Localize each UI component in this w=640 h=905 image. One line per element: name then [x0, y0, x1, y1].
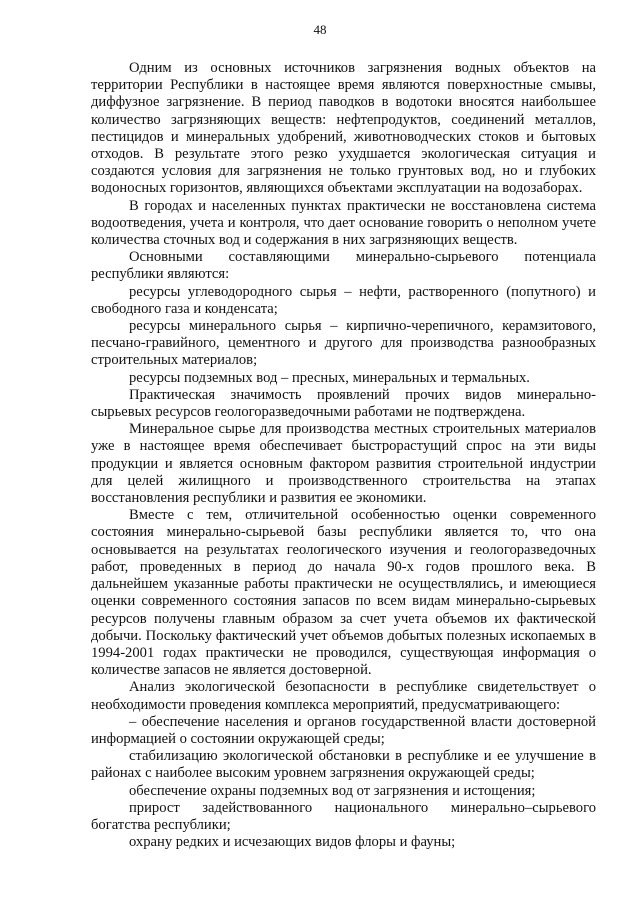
body-text	[91, 60, 596, 851]
list-item-information: – обеспечение населения и органов государственной власти достоверной информацией о состоянии окружающей среды;	[91, 713, 596, 747]
paragraph-construction-materials: Минеральное сырье для производства местных строительных материалов уже в настоящее время обеспечивает быстрорастущий спрос на эти виды продукции и является основным фактором развития строительной индустрии для целей жилищного и производственного строительства на этапах восстановления республики и развития ее экономики.	[91, 421, 596, 507]
paragraph-ecology-analysis: Анализ экологической безопасности в республике свидетельствует о необходимости проведения комплекса мероприятий, предусматривающего:	[91, 679, 596, 713]
list-item-stabilization: стабилизацию экологической обстановки в республике и ее улучшение в районах с наиболее высоким уровнем загрязнения окружающей среды;	[91, 748, 596, 782]
paragraph-assessment: Вместе с тем, отличительной особенностью оценки современного состояния минерально-сырьевой базы республики является то, что она основывается на результатах геологического изучения и геологоразведочных работ, проведенных в период до начала 90-х годов прошлого века. В дальнейшем указанные работы практически не осуществлялись, и имеющиеся оценки современного состояния запасов по всем видам минерально-сырьевых ресурсов получены главным образом за счет учета объемов их фактической добычи. Поскольку фактический учет объемов добытых полезных ископаемых в 1994-2001 годах практически не проводился, существующая информация о количестве запасов не является достоверной.	[91, 507, 596, 679]
list-item-hydrocarbons: ресурсы углеводородного сырья – нефти, растворенного (попутного) и свободного газа и конденсата;	[91, 283, 596, 317]
list-item-mineral-growth: прирост задействованного национального минерально–сырьевого богатства республики;	[91, 799, 596, 833]
paragraph-wastewater: В городах и населенных пунктах практически не восстановлена система водоотведения, учета и контроля, что дает основание говорить о неполном учете количества сточных вод и содержания в них загрязняющих веществ.	[91, 197, 596, 249]
page-number: 48	[313, 22, 327, 37]
list-item-mineral-raw: ресурсы минерального сырья – кирпично-черепичного, керамзитового, песчано-гравийного, цементного и другого для производства разнообразных строительных материалов;	[91, 318, 596, 369]
list-item-water-protection: обеспечение охраны подземных вод от загрязнения и истощения;	[129, 782, 536, 799]
paragraph-pollution-sources: Одним из основных источников загрязнения водных объектов на территории Республики в настоящее время являются поверхностные смывы, диффузное загрязнение. В период паводков в водотоки вносятся наибольшее количество загрязняющих веществ: нефтепродуктов, соединений металлов, пестицидов и минеральных удобрений, животноводческих стоков и бытовых отходов. В результате этого резко ухудшается экологическая ситуация и создаются условия для загрязнения не только грунтовых вод, но и глубоких водоносных горизонтов, являющихся объектами эксплуатации на водозаборах.	[91, 60, 596, 197]
list-item-groundwater: ресурсы подземных вод – пресных, минеральных и термальных.	[129, 369, 530, 386]
paragraph-other-resources: Практическая значимость проявлений прочих видов минерально-сырьевых ресурсов геологоразведочными работами не подтверждена.	[91, 386, 596, 421]
paragraph-mineral-potential: Основными составляющими минерально-сырьевого потенциала республики являются:	[91, 249, 596, 283]
list-item-flora-fauna: охрану редких и исчезающих видов флоры и фауны;	[129, 834, 456, 851]
